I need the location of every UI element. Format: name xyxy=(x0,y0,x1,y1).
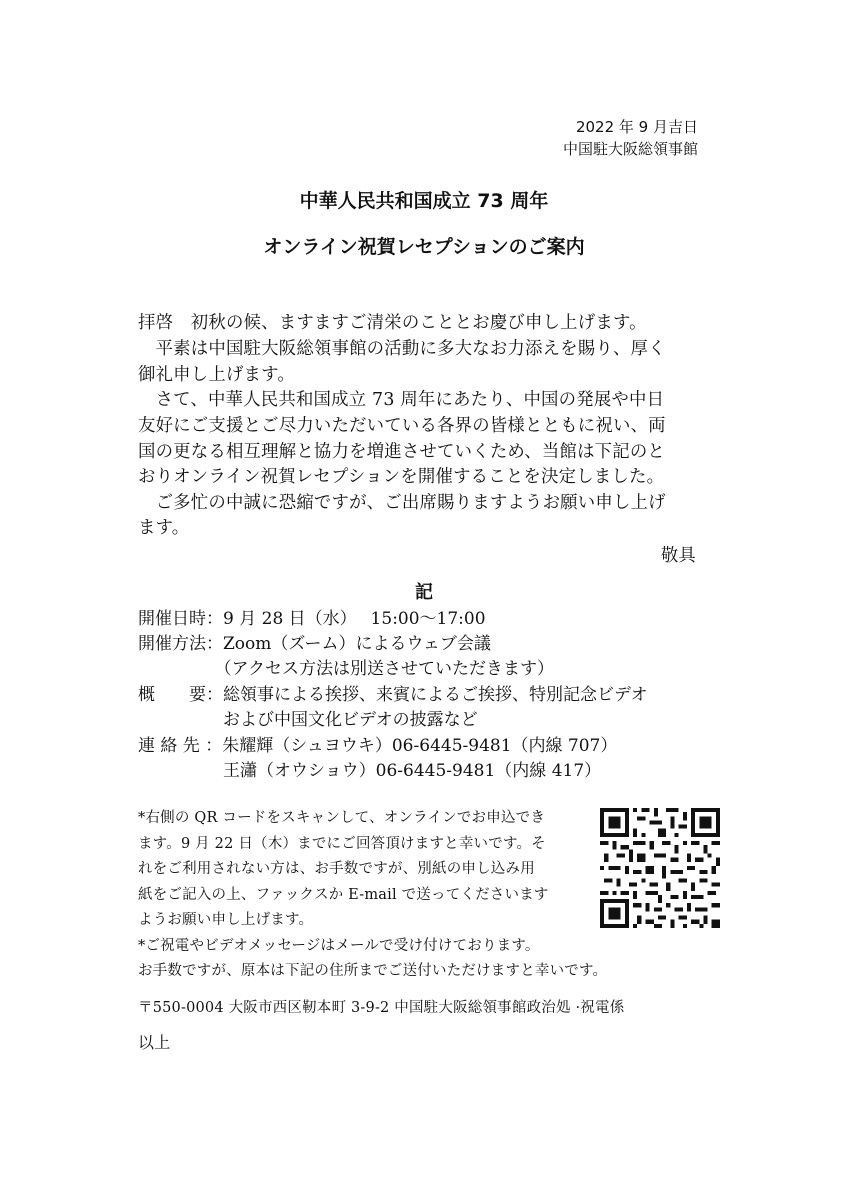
detail-contact-cont: 王瀟（オウショウ）06-6445-9481（内線 417） xyxy=(138,761,602,781)
note-line: お手数ですが、原本は下記の住所までご送付いただけますと幸いです。 xyxy=(138,963,608,979)
detail-summary-cont: および中国文化ビデオの披露など xyxy=(138,710,478,730)
letter-date: 2022 年 9 月吉日 xyxy=(575,118,698,136)
letter-line: おりオンライン祝賀レセプションを開催することを決定しました。 xyxy=(138,467,665,487)
note-line: *右側の QR コードをスキャンして、オンラインでお申込でき xyxy=(138,810,546,826)
letter-line: 御礼申し上げます。 xyxy=(138,365,295,385)
note-line: *ご祝電やビデオメッセージはメールで受け付けております。 xyxy=(138,938,540,954)
letter-line: ます。 xyxy=(138,518,190,538)
details-heading: 記 xyxy=(415,582,433,603)
document-end: 以上 xyxy=(138,1033,171,1052)
note-line: れをご利用されない方は、お手数ですが、別紙の申し込み用 xyxy=(138,861,535,877)
detail-date-row: 開催日時：9 月 28 日（水） 15:00～17:00 xyxy=(138,609,486,629)
qr-code-icon[interactable] xyxy=(600,808,720,928)
sender-organization: 中国駐大阪総領事館 xyxy=(562,140,698,158)
letter-line: ご多忙の中誠に恐縮ですが、ご出席賜りますようお願い申し上げ xyxy=(138,493,666,513)
note-line: ます。9 月 22 日（木）までにご回答頂けますと幸いです。そ xyxy=(138,836,546,852)
detail-method-row: 開催方法：Zoom（ズーム）によるウェブ会議 xyxy=(138,634,491,654)
note-line: 紙をご記入の上、ファックスか E-mail で送ってくださいます xyxy=(138,887,549,903)
document-title: 中華人民共和国成立 73 周年 xyxy=(299,190,549,212)
detail-contact-row: 連 絡 先 ：朱耀輝（シュヨウキ）06-6445-9481（内線 707） xyxy=(138,736,618,756)
letter-line: 国の更なる相互理解と協力を増進させていくため、当館は下記のと xyxy=(138,442,666,462)
note-line: ようお願い申し上げます。 xyxy=(138,912,314,928)
detail-method-note: （アクセス方法は別送させていただきます） xyxy=(138,659,554,679)
letter-closing: 敬具 xyxy=(660,546,696,566)
detail-summary-row: 概 要：総領事による挨拶、来賓によるご挨拶、特別記念ビデオ xyxy=(138,685,648,705)
letter-line: 友好にご支援とご尽力いただいている各界の皆様とともに祝い、両 xyxy=(138,416,666,436)
letter-line: 平素は中国駐大阪総領事館の活動に多大なお力添えを賜り、厚く xyxy=(138,339,666,359)
letter-line: 拝啓 初秋の候、ますますご清栄のこととお慶び申し上げます。 xyxy=(138,313,647,333)
mailing-address: 〒550-0004 大阪市西区靭本町 3-9-2 中国駐大阪総領事館政治処 ·祝電係 xyxy=(138,1000,625,1016)
letter-line: さて、中華人民共和国成立 73 周年にあたり、中国の発展や中日 xyxy=(138,390,665,410)
document-subtitle: オンライン祝賀レセプションのご案内 xyxy=(263,236,585,258)
